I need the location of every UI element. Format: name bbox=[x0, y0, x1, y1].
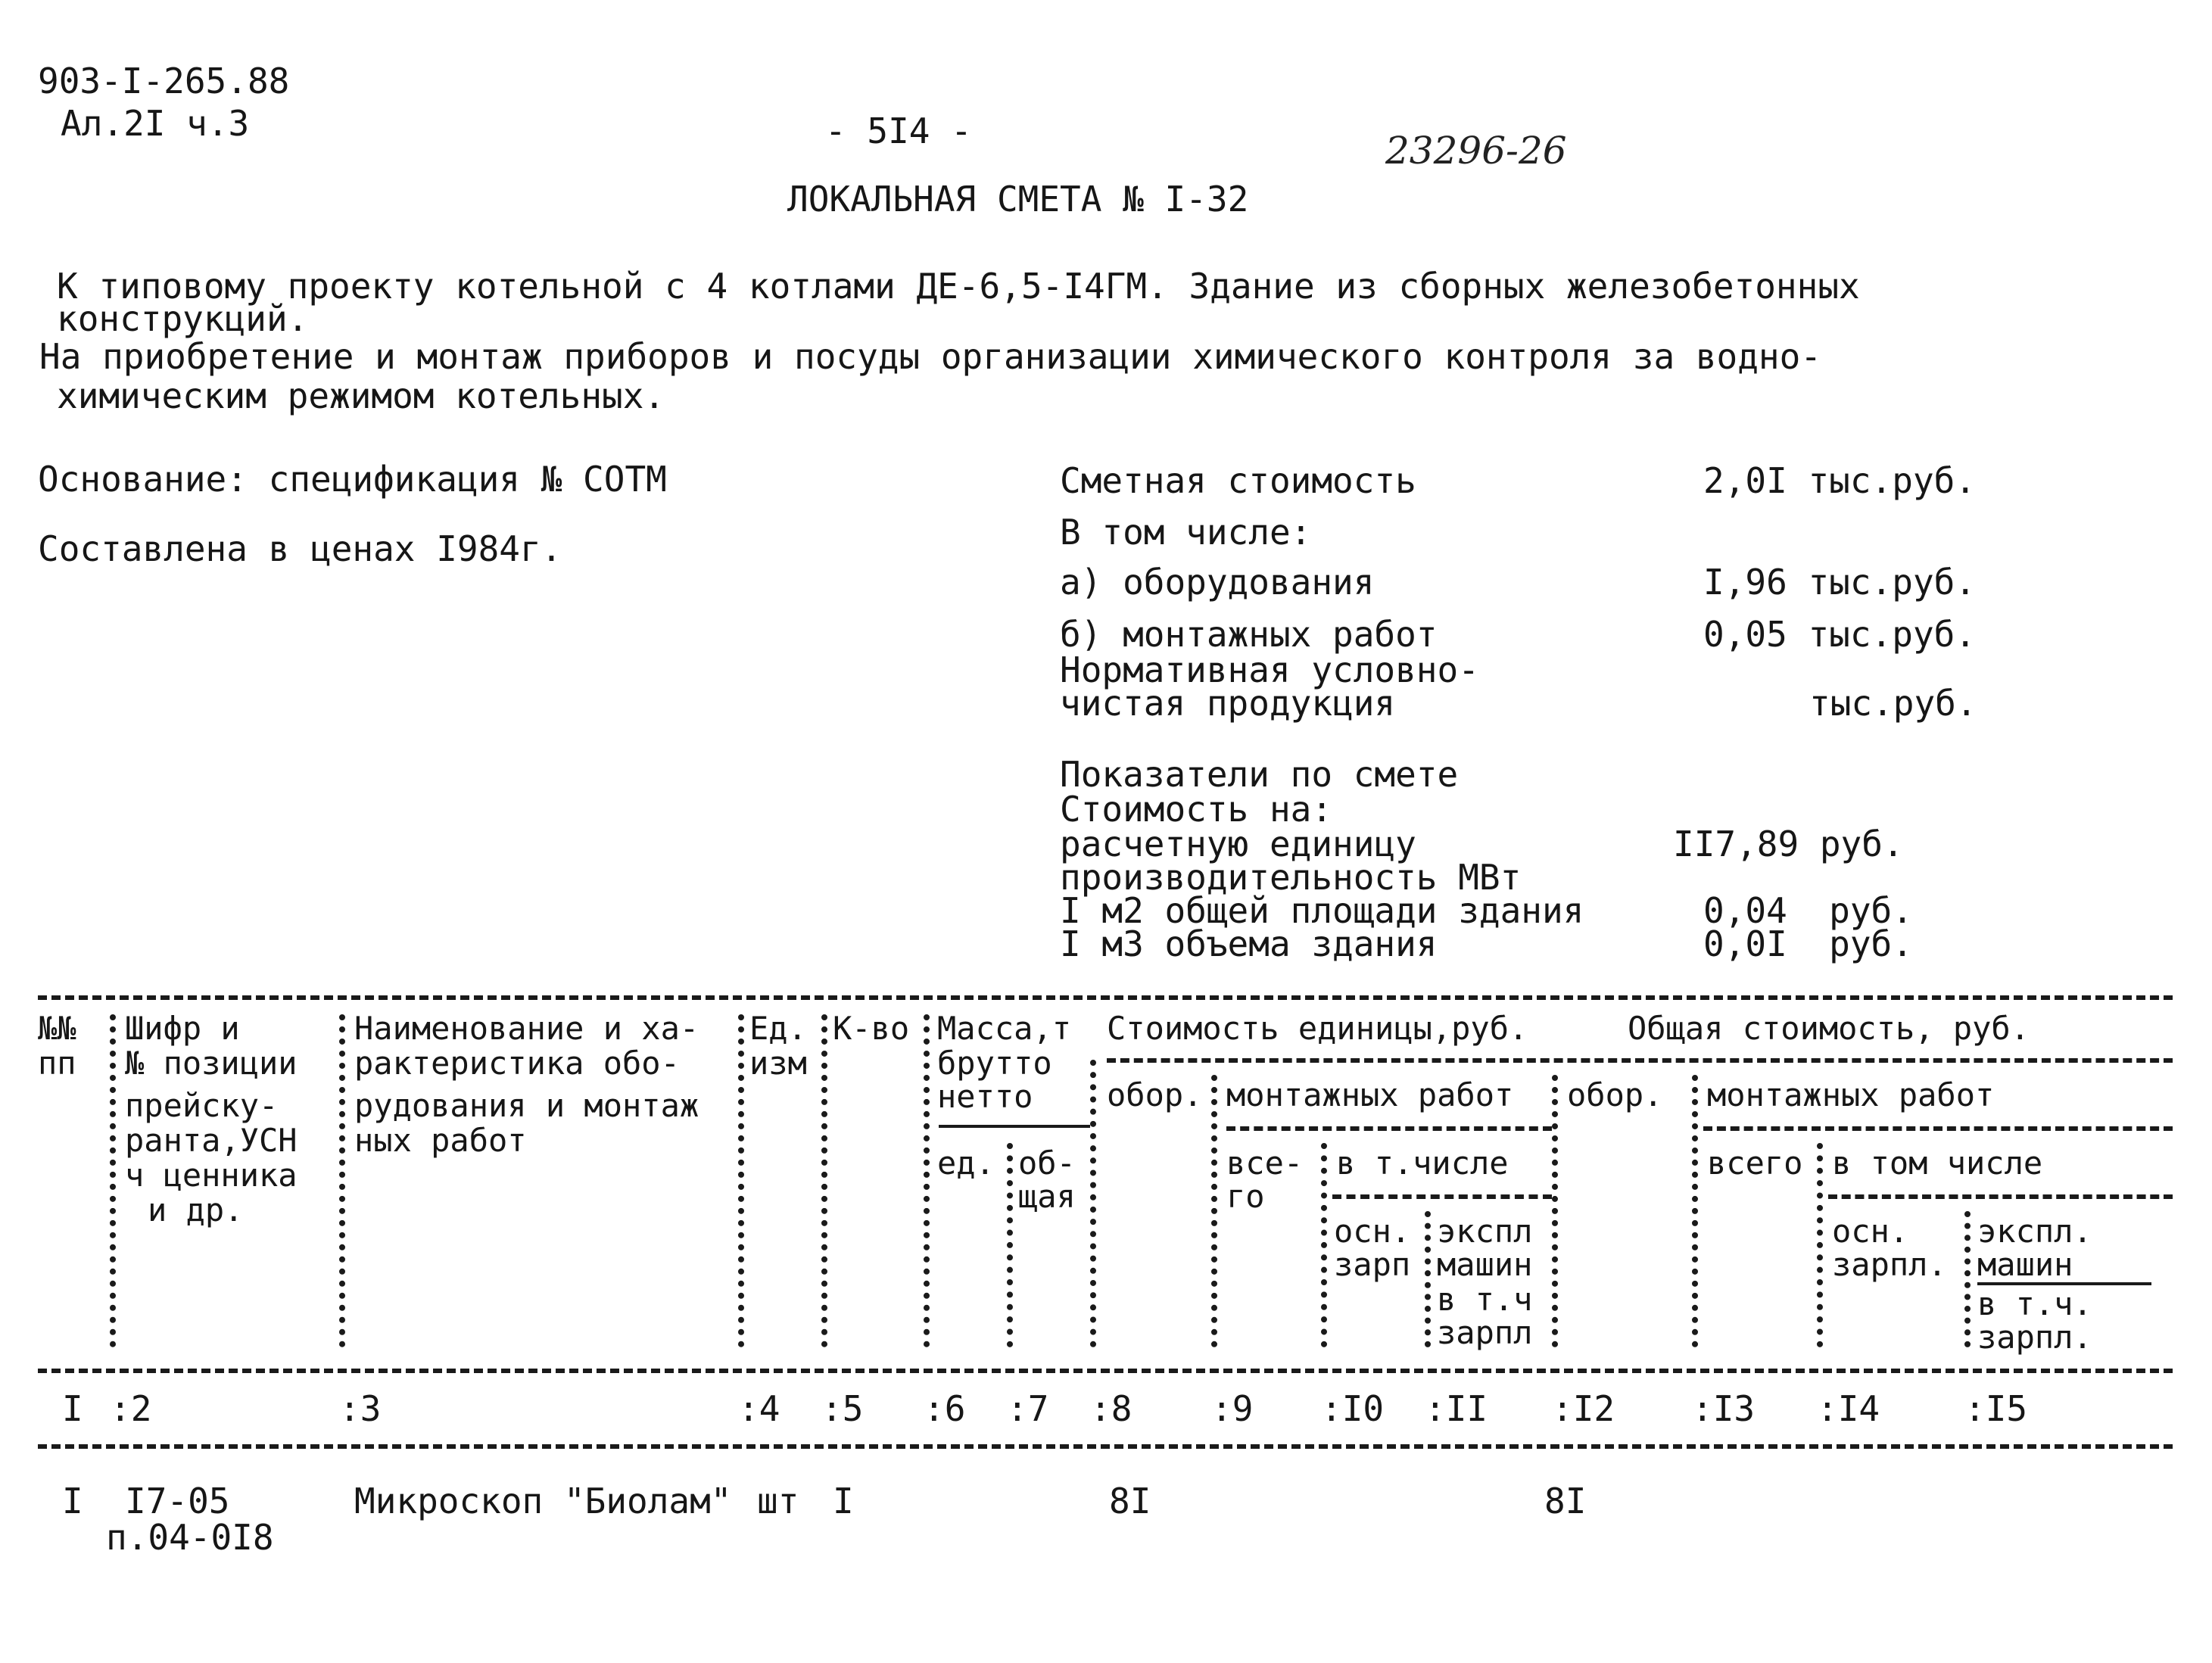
hdr-base-wage-1: осн. bbox=[1334, 1213, 1411, 1250]
colnum-1: I bbox=[62, 1388, 83, 1429]
page-title: ЛОКАЛЬНАЯ СМЕТА № I-32 bbox=[787, 179, 1249, 220]
archive-stamp: 23296-26 bbox=[1385, 129, 1567, 173]
hdr-mass-gross: брутто bbox=[937, 1045, 1052, 1082]
table-numbers-rule bbox=[38, 1444, 2173, 1449]
doc-code-line2: Ал.2I ч.3 bbox=[61, 103, 250, 144]
description-line4: химическим режимом котельных. bbox=[57, 375, 665, 416]
install-cost-label: б) монтажных работ bbox=[1060, 614, 1438, 655]
hdr-name-1: Наименование и ха- bbox=[354, 1010, 699, 1047]
hdr-num-2: пп bbox=[38, 1045, 76, 1082]
hdr-incl2-rule bbox=[1828, 1194, 2173, 1199]
hdr-equip2: обор. bbox=[1567, 1076, 1663, 1113]
hdr-machines2-1: экспл. bbox=[1977, 1213, 2092, 1250]
hdr-machines-4: зарпл bbox=[1437, 1314, 1533, 1351]
normative-value: тыс.руб. bbox=[1809, 683, 1977, 724]
prices-year-text: Составлена в ценах I984г. bbox=[38, 528, 562, 569]
volume-cost-value: 0,0I руб. bbox=[1703, 923, 1913, 964]
hdr-base-wage2-2: зарпл. bbox=[1832, 1246, 1947, 1283]
including-label: В том числе: bbox=[1060, 512, 1312, 553]
hdr-total2: всего bbox=[1707, 1144, 1803, 1182]
hdr-total-cost: Общая стоимость, руб. bbox=[1628, 1010, 2030, 1047]
col-sep bbox=[1425, 1211, 1431, 1347]
colnum-12: :I2 bbox=[1552, 1388, 1615, 1429]
description-line2: конструкций. bbox=[57, 298, 309, 339]
hdr-base-wage2-1: осн. bbox=[1832, 1213, 1909, 1250]
hdr-install-works: монтажных работ bbox=[1226, 1076, 1514, 1113]
equipment-cost-value: I,96 тыс.руб. bbox=[1703, 562, 1977, 603]
hdr-group-rule bbox=[1107, 1058, 2173, 1063]
colnum-5: :5 bbox=[821, 1388, 864, 1429]
hdr-code-5: ч ценника bbox=[125, 1157, 298, 1194]
cost-label: Сметная стоимость bbox=[1060, 460, 1416, 501]
colnum-7: :7 bbox=[1007, 1388, 1049, 1429]
row-qty: I bbox=[833, 1481, 854, 1521]
hdr-incl: в т.числе bbox=[1336, 1144, 1509, 1182]
equipment-cost-label: а) оборудования bbox=[1060, 562, 1375, 603]
col-sep bbox=[821, 1014, 827, 1347]
colnum-8: :8 bbox=[1090, 1388, 1132, 1429]
hdr-base-wage-2: зарп bbox=[1334, 1246, 1411, 1283]
hdr-machines-3: в т.ч bbox=[1437, 1281, 1533, 1318]
table-top-rule bbox=[38, 995, 2173, 1000]
col-sep bbox=[1552, 1075, 1558, 1347]
hdr-machines2-4: зарпл. bbox=[1977, 1319, 2092, 1356]
colnum-6: :6 bbox=[924, 1388, 966, 1429]
indicators-heading-2: Стоимость на: bbox=[1060, 789, 1333, 830]
col-sep bbox=[339, 1014, 345, 1347]
hdr-name-3: рудования и монтаж bbox=[354, 1087, 699, 1124]
hdr-total-all-1: все- bbox=[1226, 1144, 1304, 1182]
col-sep bbox=[1964, 1211, 1971, 1347]
hdr-qty: К-во bbox=[833, 1010, 910, 1047]
hdr-total-all-2: го bbox=[1226, 1178, 1265, 1215]
col-sep bbox=[1321, 1143, 1327, 1347]
colnum-15: :I5 bbox=[1964, 1388, 2028, 1429]
unit-cost-label-2: производительность МВт bbox=[1060, 857, 1522, 898]
col-sep bbox=[1090, 1060, 1096, 1347]
area-cost-label: I м2 общей площади здания bbox=[1060, 890, 1584, 931]
area-cost-value: 0,04 руб. bbox=[1703, 890, 1913, 931]
hdr-machines2-2: машин bbox=[1977, 1246, 2073, 1283]
hdr-mass-total-2: щая bbox=[1018, 1178, 1076, 1215]
row-code-2: п.04-0I8 bbox=[106, 1517, 274, 1558]
hdr-machines-1: экспл bbox=[1437, 1213, 1533, 1250]
hdr-unit-2: изм bbox=[749, 1045, 807, 1082]
page-number: - 5I4 - bbox=[825, 111, 972, 151]
colnum-10: :I0 bbox=[1321, 1388, 1385, 1429]
hdr-code-3: прейску- bbox=[125, 1087, 279, 1124]
indicators-heading-1: Показатели по смете bbox=[1060, 754, 1459, 795]
row-num: I bbox=[62, 1481, 83, 1521]
hdr-equip: обор. bbox=[1107, 1076, 1203, 1113]
hdr-install2-rule bbox=[1703, 1126, 2173, 1131]
unit-cost-value: II7,89 руб. bbox=[1673, 824, 1904, 864]
col-sep bbox=[1692, 1075, 1698, 1347]
hdr-machines-2: машин bbox=[1437, 1246, 1533, 1283]
col-sep bbox=[110, 1014, 116, 1347]
colnum-3: :3 bbox=[339, 1388, 382, 1429]
description-line3: На приобретение и монтаж приборов и посуды организации химического контроля за водно- bbox=[39, 336, 1822, 377]
doc-code-line1: 903-I-265.88 bbox=[38, 61, 290, 101]
row-unit-price: 8I bbox=[1109, 1481, 1151, 1521]
hdr-mass-total-1: об- bbox=[1018, 1144, 1076, 1182]
hdr-code-6: и др. bbox=[148, 1191, 244, 1229]
col-sep bbox=[1817, 1143, 1823, 1347]
hdr-num-1: №№ bbox=[38, 1010, 76, 1047]
basis-text: Основание: спецификация № СОТМ bbox=[38, 459, 667, 500]
table-header-rule bbox=[38, 1369, 2173, 1373]
hdr-unit-1: Ед. bbox=[749, 1010, 807, 1047]
colnum-14: :I4 bbox=[1817, 1388, 1880, 1429]
hdr-mass-unit: ед. bbox=[937, 1144, 995, 1182]
hdr-name-4: ных работ bbox=[354, 1122, 527, 1159]
hdr-unit-cost: Стоимость единицы,руб. bbox=[1107, 1010, 1528, 1047]
hdr-install-rule bbox=[1226, 1126, 1552, 1131]
normative-label-1: Нормативная условно- bbox=[1060, 649, 1479, 690]
hdr-incl-rule bbox=[1332, 1194, 1552, 1199]
description-line1: К типовому проекту котельной с 4 котлами ДЕ-6,5-I4ГМ. Здание из сборных железобетонных bbox=[57, 266, 1860, 307]
hdr-incl2: в том числе bbox=[1832, 1144, 2043, 1182]
colnum-9: :9 bbox=[1211, 1388, 1254, 1429]
row-total-price: 8I bbox=[1544, 1481, 1587, 1521]
hdr-mass-net: нетто bbox=[937, 1078, 1033, 1115]
install-cost-value: 0,05 тыс.руб. bbox=[1703, 614, 1977, 655]
hdr-code-1: Шифр и bbox=[125, 1010, 240, 1047]
mass-underline bbox=[939, 1125, 1090, 1128]
hdr-code-2: № позиции bbox=[125, 1045, 298, 1082]
col-sep bbox=[1007, 1143, 1013, 1347]
col-sep bbox=[1211, 1075, 1217, 1347]
colnum-2: :2 bbox=[110, 1388, 152, 1429]
colnum-4: :4 bbox=[738, 1388, 780, 1429]
colnum-11: :II bbox=[1425, 1388, 1488, 1429]
row-code: I7-05 bbox=[125, 1481, 230, 1521]
col-sep bbox=[924, 1014, 930, 1347]
hdr-code-4: ранта,УСН bbox=[125, 1122, 298, 1159]
row-unit: шт bbox=[757, 1481, 799, 1521]
row-name: Микроскоп "Биолам" bbox=[354, 1481, 732, 1521]
normative-label-2: чистая продукция bbox=[1060, 683, 1396, 724]
hdr-mass: Масса,т bbox=[937, 1010, 1072, 1047]
hdr-machines2-3: в т.ч. bbox=[1977, 1285, 2092, 1322]
colnum-13: :I3 bbox=[1692, 1388, 1756, 1429]
cost-value: 2,0I тыс.руб. bbox=[1703, 460, 1977, 501]
col-sep bbox=[738, 1014, 744, 1347]
unit-cost-label-1: расчетную единицу bbox=[1060, 824, 1416, 864]
volume-cost-label: I м3 объема здания bbox=[1060, 923, 1438, 964]
hdr-install-works2: монтажных работ bbox=[1707, 1076, 1995, 1113]
hdr-name-2: рактеристика обо- bbox=[354, 1045, 680, 1082]
